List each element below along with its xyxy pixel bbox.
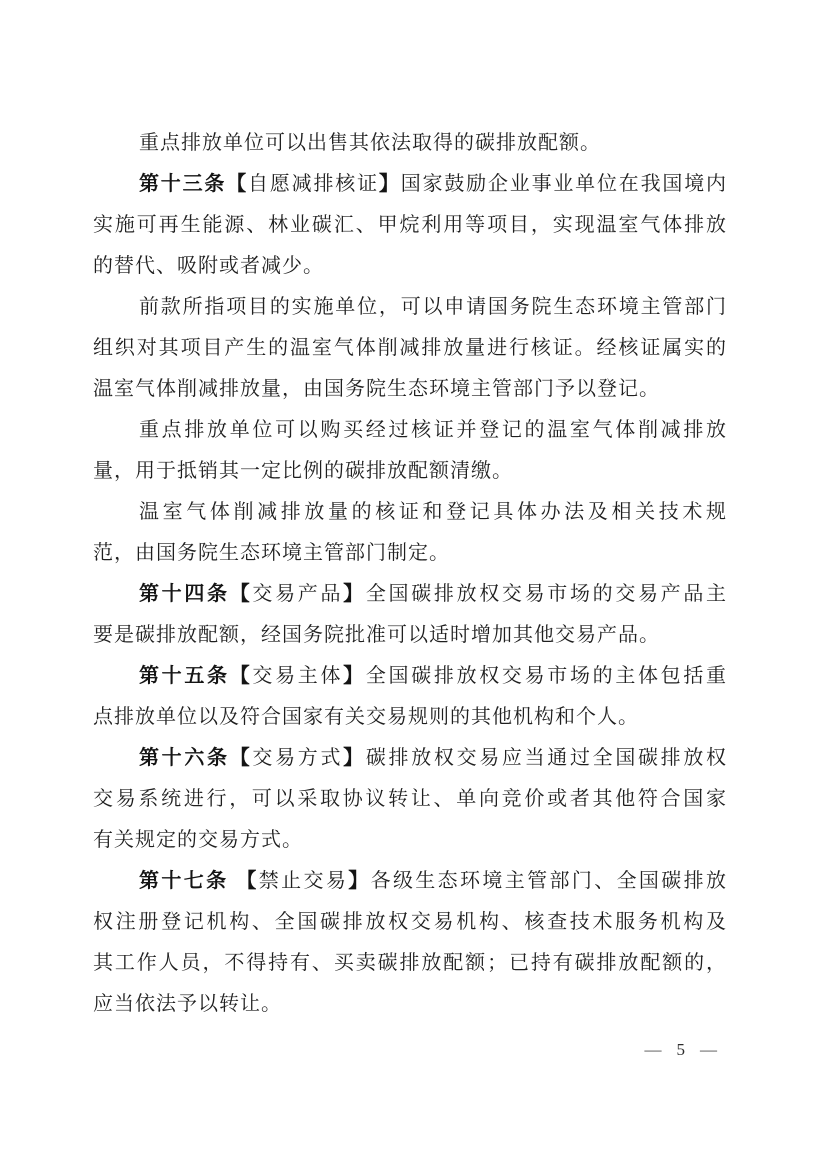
bracket-open: 【	[229, 747, 253, 769]
paragraph	[93, 287, 727, 410]
bracket-open: 【	[229, 583, 253, 605]
text-line	[93, 164, 727, 205]
article-number: 第十六条	[139, 747, 230, 769]
article-number: 第十三条	[139, 173, 227, 195]
text-line	[93, 205, 727, 246]
text-line	[93, 656, 727, 697]
body-text: 有关规定的交易方式。	[93, 829, 303, 851]
body-text: 国家鼓励企业事业单位在我国境内	[400, 173, 728, 195]
text-line	[93, 369, 727, 410]
body-text: 全国碳排放权交易市场的主体包括重	[365, 665, 728, 687]
paragraph	[93, 738, 727, 861]
paragraph	[93, 656, 727, 738]
text-line	[93, 410, 727, 451]
body-text: 各级生态环境主管部门、全国碳排放	[370, 870, 728, 892]
page-footer	[645, 1038, 718, 1062]
text-line	[93, 451, 727, 492]
body-text: 权注册登记机构、全国碳排放权交易机构、核查技术服务机构及	[93, 911, 727, 933]
text-line	[93, 287, 727, 328]
body-text: 交易系统进行，可以采取协议转让、单向竞价或者其他符合国家	[93, 788, 727, 810]
article-number: 第十五条	[139, 665, 230, 687]
footer-dash-left: —	[644, 1040, 662, 1059]
bracket-close: 】	[343, 665, 366, 687]
text-line	[93, 328, 727, 369]
text-line	[93, 861, 727, 902]
text-line	[93, 574, 727, 615]
text-line	[93, 943, 727, 984]
article-title: 禁止交易	[258, 870, 349, 892]
footer-dash-right: —	[700, 1040, 717, 1059]
text-line	[93, 902, 727, 943]
paragraph	[93, 574, 727, 656]
bracket-close: 】	[348, 870, 371, 892]
body-text: 应当依法予以转让。	[93, 993, 282, 1015]
body-text: 范，由国务院生态环境主管部门制定。	[93, 542, 450, 564]
body-text: 组织对其项目产生的温室气体削减排放量进行核证。经核证属实的	[93, 337, 727, 359]
paragraph	[93, 492, 727, 574]
article-number: 第十四条	[139, 583, 230, 605]
body-text: 温室气体削减排放量的核证和登记具体办法及相关技术规	[139, 501, 727, 523]
article-number: 第十七条	[139, 870, 237, 892]
text-line	[93, 533, 727, 574]
text-line	[93, 246, 727, 287]
text-line	[93, 820, 727, 861]
paragraph	[93, 410, 727, 492]
body-text: 量，用于抵销其一定比例的碳排放配额清缴。	[93, 460, 513, 482]
bracket-open: 【	[236, 870, 259, 892]
text-line	[93, 615, 727, 656]
body-text: 前款所指项目的实施单位，可以申请国务院生态环境主管部门	[139, 296, 727, 318]
text-line	[93, 738, 727, 779]
document-body	[93, 123, 727, 1025]
text-line	[93, 779, 727, 820]
body-text: 全国碳排放权交易市场的交易产品主	[365, 583, 728, 605]
body-text: 碳排放权交易应当通过全国碳排放权	[365, 747, 728, 769]
article-title: 交易产品	[252, 583, 344, 605]
text-line	[93, 492, 727, 533]
article-title: 自愿减排核证	[248, 173, 379, 195]
bracket-close: 】	[343, 747, 366, 769]
body-text: 温室气体削减排放量，由国务院生态环境主管部门予以登记。	[93, 378, 660, 400]
body-text: 点排放单位以及符合国家有关交易规则的其他机构和个人。	[93, 706, 639, 728]
paragraph	[93, 123, 727, 164]
bracket-open: 【	[229, 665, 253, 687]
bracket-close: 】	[343, 583, 366, 605]
page-number: 5	[676, 1040, 685, 1059]
body-text: 其工作人员，不得持有、买卖碳排放配额；已持有碳排放配额的，	[93, 952, 727, 974]
body-text: 重点排放单位可以出售其依法取得的碳排放配额。	[139, 132, 601, 154]
body-text: 实施可再生能源、林业碳汇、甲烷利用等项目，实现温室气体排放	[93, 214, 727, 236]
article-title: 交易主体	[252, 665, 344, 687]
body-text: 的替代、吸附或者减少。	[93, 255, 324, 277]
body-text: 要是碳排放配额，经国务院批准可以适时增加其他交易产品。	[93, 624, 660, 646]
article-title: 交易方式	[252, 747, 344, 769]
text-line	[93, 697, 727, 738]
text-line	[93, 123, 727, 164]
paragraph	[93, 164, 727, 287]
text-line	[93, 984, 727, 1025]
bracket-close: 】	[378, 173, 401, 195]
paragraph	[93, 861, 727, 1025]
bracket-open: 【	[226, 173, 249, 195]
body-text: 重点排放单位可以购买经过核证并登记的温室气体削减排放	[139, 419, 727, 441]
